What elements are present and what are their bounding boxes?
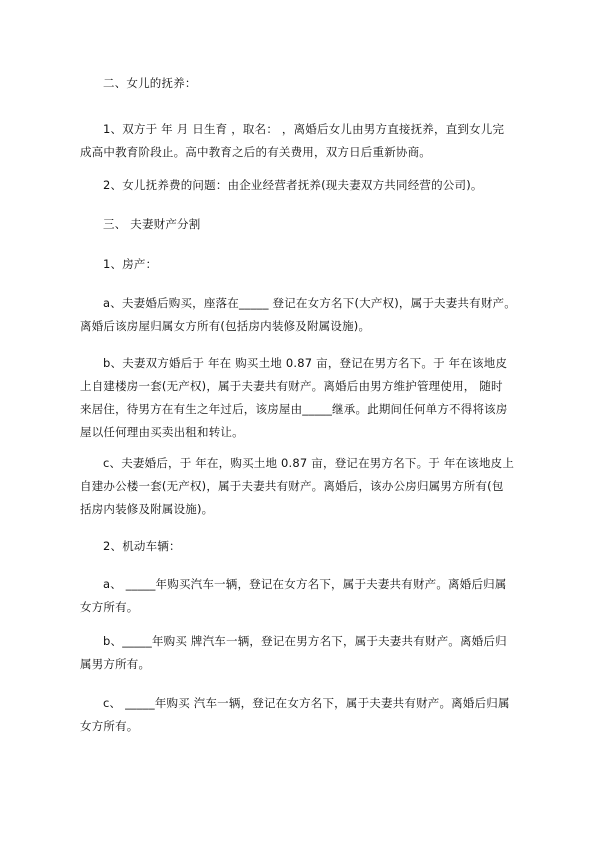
text-line: 属男方所有。 [80, 657, 151, 671]
section-heading-property-division: 三、 夫妻财产分割 [103, 217, 201, 231]
section-heading-child-custody: 二、女儿的抚养： [103, 76, 197, 90]
paragraph-vehicle-b [80, 630, 520, 676]
text-line: a、 _____年购买汽车一辆，登记在女方名下，属于夫妻共有财产。离婚后归属 [103, 577, 507, 591]
paragraph-vehicle-c [80, 692, 520, 738]
paragraph-daughter-birth [80, 118, 520, 164]
paragraph-house-c [80, 452, 520, 521]
text-line: b、夫妻双方婚后于 年在 购买土地 0.87 亩，登记在男方名下。于 年在该地皮 [103, 356, 508, 370]
paragraph-house-a [80, 292, 520, 338]
paragraph-vehicle-a [80, 573, 520, 619]
text-line: 女方所有。 [80, 600, 139, 614]
paragraph-child-support: 2、女儿抚养费的问题：由企业经营者抚养(现夫妻双方共同经营的公司)。 [103, 178, 483, 192]
subheading-real-estate: 1、房产： [103, 257, 158, 271]
text-line: 离婚后该房屋归属女方所有(包括房内装修及附属设施)。 [80, 319, 371, 333]
text-line: 屋以任何理由买卖出租和转让。 [80, 425, 244, 439]
text-line: a、夫妻婚后购买，座落在_____ 登记在女方名下(大产权)，属于夫妻共有财产。 [103, 296, 516, 310]
text-line: 自建办公楼一套(无产权)，属于夫妻共有财产。离婚后，该办公房归属男方所有(包 [80, 479, 504, 493]
text-line: 女方所有。 [80, 719, 139, 733]
text-line: 来居住，待男方在有生之年过后，该房屋由_____继承。此期间任何单方不得将该房 [80, 402, 508, 416]
text-line: 1、双方于 年 月 日生育 ，取名： ，离婚后女儿由男方直接抚养，直到女儿完 [103, 122, 505, 136]
text-line: c、 _____年购买 汽车一辆，登记在女方名下，属于夫妻共有财产。离婚后归属 [103, 696, 510, 710]
subheading-vehicles: 2、机动车辆： [103, 539, 181, 553]
text-line: 上自建楼房一套(无产权)，属于夫妻共有财产。离婚后由男方维护管理使用， 随时 [80, 379, 503, 393]
text-line: 成高中教育阶段止。高中教育之后的有关费用，双方日后重新协商。 [80, 145, 431, 159]
text-line: c、夫妻婚后，于 年在，购买土地 0.87 亩，登记在男方名下。于 年在该地皮上 [103, 456, 515, 470]
text-line: b、_____年购买 牌汽车一辆，登记在男方名下，属于夫妻共有财产。离婚后归 [103, 634, 507, 648]
paragraph-house-b [80, 352, 520, 444]
text-line: 括房内装修及附属设施)。 [80, 502, 214, 516]
